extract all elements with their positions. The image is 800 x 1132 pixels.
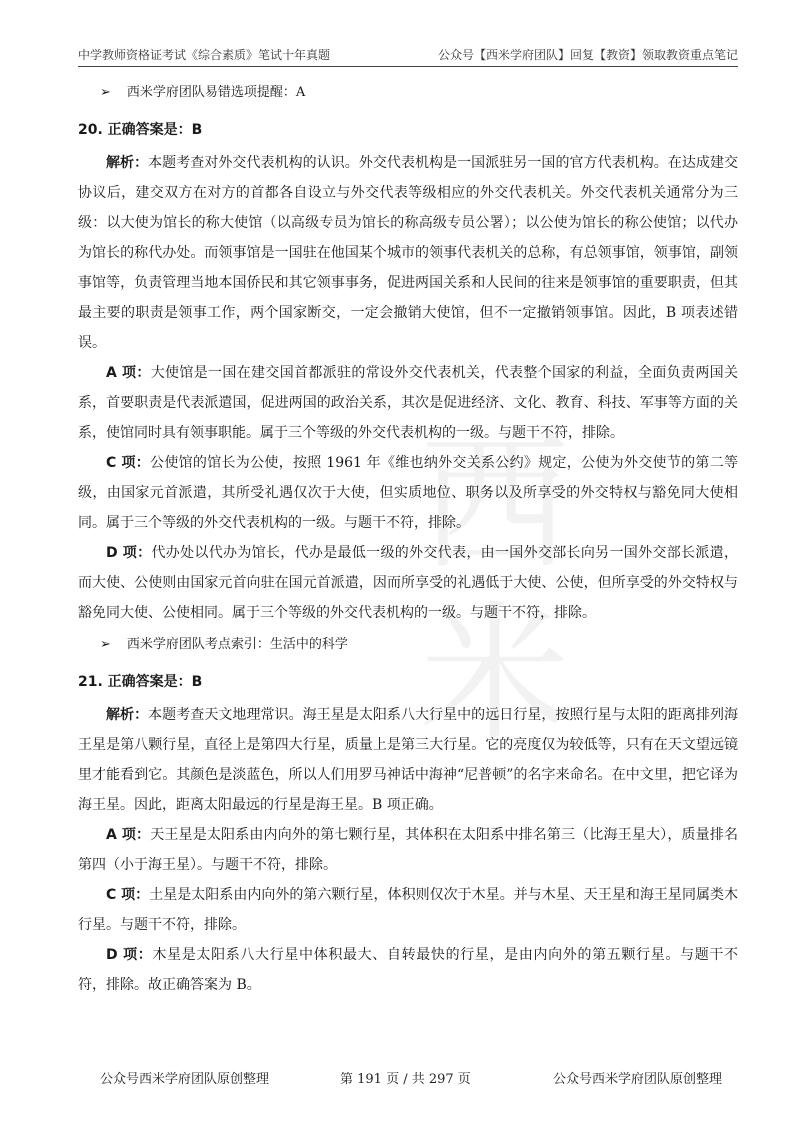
page-footer <box>100 1068 722 1088</box>
header-right-note: 公众号【西米学府团队】回复【教资】领取教资重点笔记 <box>437 48 738 62</box>
page-header <box>78 44 738 67</box>
option-a-paragraph: A 项：天王星是太阳系由内向外的第七颗行星，其体积在太阳系中排名第三（比海王星大），质量排名第四（小于海王星）。与题干不符，排除。 <box>78 827 739 873</box>
option-d-paragraph: D 项：木星是太阳系八大行星中体积最大、自转最快的行星，是由内向外的第五颗行星。与题干不符，排除。故正确答案为 B。 <box>78 947 739 993</box>
header-left-title: 中学教师资格证考试《综合素质》笔试十年真题 <box>78 48 331 62</box>
answer-heading: 21. 正确答案是：B <box>78 674 203 690</box>
page-number: 第 191 页 / 共 297 页 <box>340 1072 471 1087</box>
page-content <box>78 80 738 1000</box>
question-20 <box>78 118 738 628</box>
option-c-paragraph: C 项：公使馆的馆长为公使，按照 1961 年《维也纳外交关系公约》规定，公使为外交使节的第二等级，由国家元首派遣，其所受礼遇仅次于大使，但实质地位、职务以及所享受的外交特权与豁免同大使相同。属于三个等级的外交代表机构的一级。与题干不符，排除。 <box>78 455 738 531</box>
tip-topic-index: ➢ 西米学府团队考点索引：生活中的科学 <box>100 637 348 652</box>
footer-right: 公众号西米学府团队原创整理 <box>552 1072 722 1087</box>
answer-heading: 20. 正确答案是：B <box>78 122 203 138</box>
watermark: 西 米 <box>420 418 571 762</box>
arrow-bullet-icon: ➢ <box>100 85 111 100</box>
footer-left: 公众号西米学府团队原创整理 <box>100 1072 270 1087</box>
option-c-paragraph: C 项：土星是太阳系由内向外的第六颗行星，体积则仅次于木星。并与木星、天王星和海王星同属类木行星。与题干不符，排除。 <box>78 887 739 933</box>
analysis-paragraph: 解析：本题考查天文地理常识。海王星是太阳系八大行星中的远日行星，按照行星与太阳的距离排列海王星是第八颗行星，直径上是第四大行星，质量上是第三大行星。它的亮度仅为较低等，只有在天文望远镜里才能看到它。其颜色是淡蓝色，所以人们用罗马神话中海神“尼普顿”的名字来命名。在中文里，把它译为海王星。因此，距离太阳最远的行星是海王星。B 项正确。 <box>78 707 739 813</box>
analysis-paragraph: 解析：本题考查对外交代表机构的认识。外交代表机构是一国派驻另一国的官方代表机构。在达成建交协议后，建交双方在对方的首都各自设立与外交代表等级相应的外交代表机关。外交代表机关通常分为三级：以大使为馆长的称大使馆（以高级专员为馆长的称高级专员公署）；以公使为馆长的称公使馆；以代办为馆长的称代办处。而领事馆是一国驻在他国某个城市的领事代表机关的总称，有总领事馆，领事馆，副领事馆等，负责管理当地本国侨民和其它领事事务，促进两国关系和人民间的往来是领事馆的重要职责，但其最主要的职责是领事工作，两个国家断交，一定会撤销大使馆，但不一定撤销领事馆。因此，B 项表述错误。 <box>78 155 739 351</box>
question-21 <box>78 670 738 1000</box>
option-d-paragraph: D 项：代办处以代办为馆长，代办是最低一级的外交代表，由一国外交部长向另一国外交部长派遣，而大使、公使则由国家元首向驻在国元首派遣，因而所享受的礼遇低于大使、公使，但所享受的外交特权与豁免同大使、公使相同。属于三个等级的外交代表机构的一级。与题干不符，排除。 <box>78 545 738 621</box>
tip-wrong-option: ➢ 西米学府团队易错选项提醒：A <box>100 85 306 100</box>
option-a-paragraph: A 项：大使馆是一国在建交国首都派驻的常设外交代表机关，代表整个国家的利益，全面负责两国关系，首要职责是代表派遣国，促进两国的政治关系，其次是促进经济、文化、教育、科技、军事等方面的关系，使馆同时具有领事职能。属于三个等级的外交代表机构的一级。与题干不符，排除。 <box>78 365 739 441</box>
arrow-bullet-icon: ➢ <box>100 637 111 652</box>
